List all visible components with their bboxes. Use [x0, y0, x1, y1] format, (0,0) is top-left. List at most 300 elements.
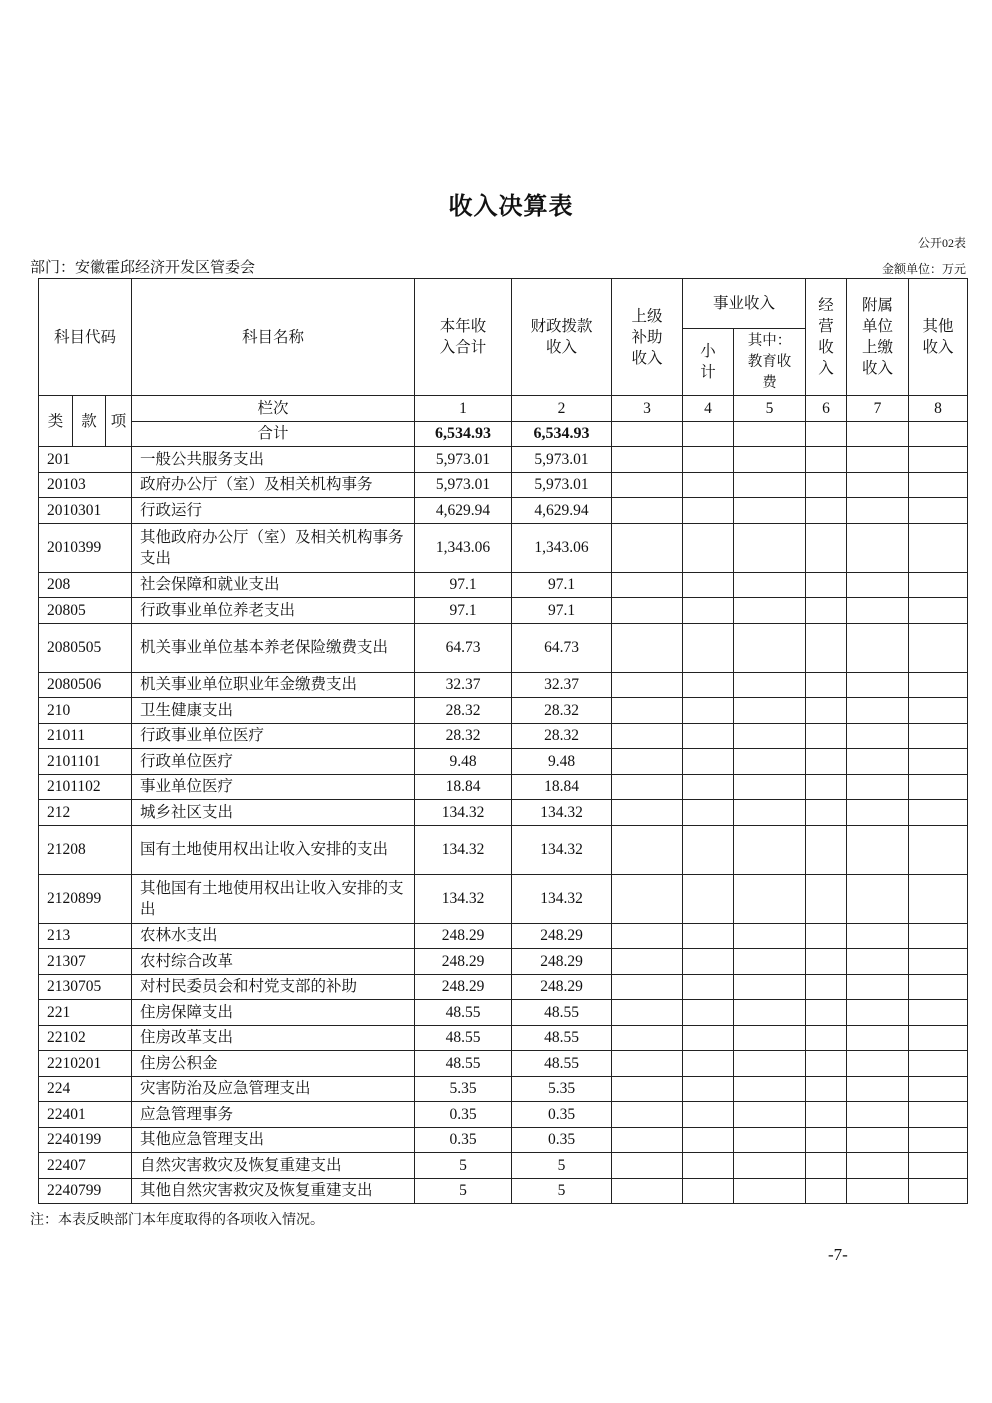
col-num: 4 — [683, 396, 734, 422]
row-col8 — [909, 974, 968, 1000]
row-col2: 248.29 — [512, 923, 612, 949]
row-col5 — [734, 447, 806, 473]
row-col5 — [734, 698, 806, 724]
table-row — [39, 1153, 968, 1179]
row-col4 — [683, 523, 734, 572]
row-col6 — [806, 498, 847, 524]
footnote: 注：本表反映部门本年度取得的各项收入情况。 — [30, 1213, 324, 1228]
row-col7 — [847, 1102, 909, 1128]
row-col3 — [612, 800, 683, 826]
table-row — [39, 723, 968, 749]
row-col2: 97.1 — [512, 598, 612, 624]
row-name: 卫生健康支出 — [132, 698, 415, 724]
row-col2: 5,973.01 — [512, 447, 612, 473]
header-lei: 类 — [39, 396, 73, 447]
row-col5 — [734, 723, 806, 749]
row-col6 — [806, 672, 847, 698]
row-col7 — [847, 498, 909, 524]
row-col2: 9.48 — [512, 749, 612, 775]
table-row — [39, 1051, 968, 1077]
row-col5 — [734, 523, 806, 572]
row-col8 — [909, 1000, 968, 1026]
row-code: 2130705 — [39, 974, 132, 1000]
row-col5 — [734, 800, 806, 826]
table-row — [39, 523, 968, 572]
row-col6 — [806, 923, 847, 949]
row-col4 — [683, 598, 734, 624]
row-code: 22407 — [39, 1153, 132, 1179]
table-row — [39, 800, 968, 826]
row-col7 — [847, 1025, 909, 1051]
row-name: 农村综合改革 — [132, 949, 415, 975]
table-row — [39, 1025, 968, 1051]
row-code: 210 — [39, 698, 132, 724]
row-name: 行政单位医疗 — [132, 749, 415, 775]
row-col2: 0.35 — [512, 1127, 612, 1153]
row-col6 — [806, 1178, 847, 1204]
row-code: 20103 — [39, 472, 132, 498]
row-col1: 134.32 — [415, 825, 512, 874]
header-col8: 其他收入 — [909, 279, 968, 396]
row-col3 — [612, 1051, 683, 1077]
row-col3 — [612, 923, 683, 949]
row-col2: 48.55 — [512, 1000, 612, 1026]
total-label: 合计 — [132, 421, 415, 447]
row-col4 — [683, 447, 734, 473]
row-name: 政府办公厅（室）及相关机构事务 — [132, 472, 415, 498]
row-col5 — [734, 472, 806, 498]
row-col8 — [909, 1178, 968, 1204]
row-col1: 4,629.94 — [415, 498, 512, 524]
row-col4 — [683, 949, 734, 975]
row-col3 — [612, 447, 683, 473]
row-code: 2101101 — [39, 749, 132, 775]
row-code: 2080505 — [39, 623, 132, 672]
row-col8 — [909, 1076, 968, 1102]
row-col4 — [683, 472, 734, 498]
row-col1: 64.73 — [415, 623, 512, 672]
row-col5 — [734, 923, 806, 949]
table-row — [39, 974, 968, 1000]
row-col5 — [734, 974, 806, 1000]
row-col2: 28.32 — [512, 698, 612, 724]
row-col7 — [847, 1076, 909, 1102]
row-code: 22102 — [39, 1025, 132, 1051]
table-row — [39, 1127, 968, 1153]
row-col3 — [612, 874, 683, 923]
row-col2: 5 — [512, 1153, 612, 1179]
row-col1: 48.55 — [415, 1000, 512, 1026]
table-row — [39, 1178, 968, 1204]
row-col5 — [734, 498, 806, 524]
row-col5 — [734, 874, 806, 923]
header-lanci: 栏次 — [132, 396, 415, 422]
header-col4: 小计 — [683, 329, 734, 396]
row-name: 住房公积金 — [132, 1051, 415, 1077]
row-col1: 248.29 — [415, 974, 512, 1000]
table-row — [39, 498, 968, 524]
row-code: 224 — [39, 1076, 132, 1102]
row-col4 — [683, 1153, 734, 1179]
row-col1: 248.29 — [415, 949, 512, 975]
row-name: 其他政府办公厅（室）及相关机构事务支出 — [132, 523, 415, 572]
row-col2: 5,973.01 — [512, 472, 612, 498]
row-col2: 134.32 — [512, 825, 612, 874]
row-col4 — [683, 698, 734, 724]
row-col2: 134.32 — [512, 874, 612, 923]
row-col5 — [734, 825, 806, 874]
row-col5 — [734, 572, 806, 598]
row-col8 — [909, 1051, 968, 1077]
row-col6 — [806, 1000, 847, 1026]
row-col2: 28.32 — [512, 723, 612, 749]
row-col8 — [909, 874, 968, 923]
row-col8 — [909, 698, 968, 724]
row-col5 — [734, 1000, 806, 1026]
row-code: 2240199 — [39, 1127, 132, 1153]
table-row — [39, 598, 968, 624]
row-col8 — [909, 1153, 968, 1179]
row-col1: 5 — [415, 1178, 512, 1204]
row-code: 22401 — [39, 1102, 132, 1128]
row-col1: 134.32 — [415, 800, 512, 826]
row-col5 — [734, 749, 806, 775]
row-col3 — [612, 1000, 683, 1026]
row-col8 — [909, 923, 968, 949]
row-col5 — [734, 623, 806, 672]
row-col1: 5 — [415, 1153, 512, 1179]
row-col1: 32.37 — [415, 672, 512, 698]
row-name: 行政事业单位医疗 — [132, 723, 415, 749]
row-col2: 248.29 — [512, 974, 612, 1000]
row-col5 — [734, 1178, 806, 1204]
row-col2: 5 — [512, 1178, 612, 1204]
table-row — [39, 949, 968, 975]
row-col3 — [612, 1076, 683, 1102]
row-col3 — [612, 598, 683, 624]
row-col7 — [847, 1153, 909, 1179]
row-col1: 1,343.06 — [415, 523, 512, 572]
row-col4 — [683, 1051, 734, 1077]
row-col5 — [734, 949, 806, 975]
row-name: 自然灾害救灾及恢复重建支出 — [132, 1153, 415, 1179]
row-col1: 248.29 — [415, 923, 512, 949]
row-col4 — [683, 825, 734, 874]
row-col4 — [683, 1000, 734, 1026]
row-col3 — [612, 498, 683, 524]
row-col7 — [847, 923, 909, 949]
row-col8 — [909, 1025, 968, 1051]
row-name: 事业单位医疗 — [132, 774, 415, 800]
row-col7 — [847, 723, 909, 749]
row-col8 — [909, 723, 968, 749]
row-col3 — [612, 672, 683, 698]
row-col7 — [847, 598, 909, 624]
row-col4 — [683, 800, 734, 826]
row-col6 — [806, 874, 847, 923]
row-col3 — [612, 523, 683, 572]
table-row — [39, 749, 968, 775]
row-col6 — [806, 774, 847, 800]
page-title: 收入决算表 — [448, 194, 574, 220]
row-col8 — [909, 598, 968, 624]
row-name: 其他国有土地使用权出让收入安排的支出 — [132, 874, 415, 923]
table-row — [39, 572, 968, 598]
row-code: 212 — [39, 800, 132, 826]
row-code: 2010301 — [39, 498, 132, 524]
row-col4 — [683, 1076, 734, 1102]
row-name: 社会保障和就业支出 — [132, 572, 415, 598]
row-col2: 1,343.06 — [512, 523, 612, 572]
row-col8 — [909, 472, 968, 498]
row-col2: 5.35 — [512, 1076, 612, 1102]
col-num: 5 — [734, 396, 806, 422]
row-col6 — [806, 800, 847, 826]
total-col1: 6,534.93 — [415, 421, 512, 447]
row-col3 — [612, 1178, 683, 1204]
row-col6 — [806, 523, 847, 572]
row-name: 国有土地使用权出让收入安排的支出 — [132, 825, 415, 874]
row-col3 — [612, 1025, 683, 1051]
row-col4 — [683, 1127, 734, 1153]
row-col4 — [683, 672, 734, 698]
row-col1: 134.32 — [415, 874, 512, 923]
row-col7 — [847, 974, 909, 1000]
row-col1: 0.35 — [415, 1102, 512, 1128]
form-number: 公开02表 — [917, 236, 966, 250]
row-col1: 28.32 — [415, 723, 512, 749]
row-col7 — [847, 749, 909, 775]
row-col7 — [847, 949, 909, 975]
row-col4 — [683, 974, 734, 1000]
row-code: 2120899 — [39, 874, 132, 923]
col-num: 1 — [415, 396, 512, 422]
row-col4 — [683, 774, 734, 800]
row-col7 — [847, 825, 909, 874]
row-col6 — [806, 623, 847, 672]
row-col1: 5,973.01 — [415, 447, 512, 473]
row-col7 — [847, 1051, 909, 1077]
row-col1: 18.84 — [415, 774, 512, 800]
row-col7 — [847, 623, 909, 672]
row-col6 — [806, 572, 847, 598]
row-col4 — [683, 498, 734, 524]
row-name: 一般公共服务支出 — [132, 447, 415, 473]
row-name: 农林水支出 — [132, 923, 415, 949]
row-col4 — [683, 572, 734, 598]
table-row — [39, 672, 968, 698]
row-col4 — [683, 1178, 734, 1204]
row-col2: 48.55 — [512, 1025, 612, 1051]
row-code: 2240799 — [39, 1178, 132, 1204]
row-code: 21011 — [39, 723, 132, 749]
row-code: 221 — [39, 1000, 132, 1026]
row-col4 — [683, 1102, 734, 1128]
row-col2: 48.55 — [512, 1051, 612, 1077]
row-col7 — [847, 1178, 909, 1204]
row-col3 — [612, 723, 683, 749]
row-col3 — [612, 1102, 683, 1128]
row-col6 — [806, 723, 847, 749]
row-col7 — [847, 1127, 909, 1153]
row-col7 — [847, 874, 909, 923]
table-row — [39, 698, 968, 724]
header-code: 科目代码 — [39, 279, 132, 396]
row-col5 — [734, 598, 806, 624]
row-col5 — [734, 1153, 806, 1179]
row-col3 — [612, 749, 683, 775]
row-col6 — [806, 1102, 847, 1128]
table-row — [39, 623, 968, 672]
row-code: 21208 — [39, 825, 132, 874]
row-col6 — [806, 1153, 847, 1179]
row-col2: 0.35 — [512, 1102, 612, 1128]
row-col3 — [612, 572, 683, 598]
row-col1: 48.55 — [415, 1051, 512, 1077]
row-col1: 5.35 — [415, 1076, 512, 1102]
row-col2: 64.73 — [512, 623, 612, 672]
amount-unit: 金额单位：万元 — [881, 262, 966, 276]
row-col4 — [683, 874, 734, 923]
row-col6 — [806, 949, 847, 975]
row-col2: 32.37 — [512, 672, 612, 698]
row-col8 — [909, 623, 968, 672]
row-col7 — [847, 672, 909, 698]
row-col1: 0.35 — [415, 1127, 512, 1153]
header-col2: 财政拨款收入 — [512, 279, 612, 396]
row-name: 其他应急管理支出 — [132, 1127, 415, 1153]
row-name: 应急管理事务 — [132, 1102, 415, 1128]
row-col4 — [683, 923, 734, 949]
row-col6 — [806, 598, 847, 624]
header-shiye: 事业收入 — [683, 279, 806, 329]
table-row — [39, 774, 968, 800]
row-col1: 9.48 — [415, 749, 512, 775]
row-code: 201 — [39, 447, 132, 473]
row-name: 机关事业单位基本养老保险缴费支出 — [132, 623, 415, 672]
row-col1: 48.55 — [415, 1025, 512, 1051]
row-name: 住房改革支出 — [132, 1025, 415, 1051]
row-col6 — [806, 1076, 847, 1102]
row-col1: 97.1 — [415, 572, 512, 598]
row-col6 — [806, 1051, 847, 1077]
col-num: 2 — [512, 396, 612, 422]
table-row — [39, 472, 968, 498]
row-col8 — [909, 672, 968, 698]
header-col1: 本年收入合计 — [415, 279, 512, 396]
row-col8 — [909, 774, 968, 800]
row-code: 208 — [39, 572, 132, 598]
header-col5: 其中：教育收费 — [734, 329, 806, 396]
header-col6: 经营收入 — [806, 279, 847, 396]
row-code: 2010399 — [39, 523, 132, 572]
row-col3 — [612, 698, 683, 724]
row-col3 — [612, 1153, 683, 1179]
row-col1: 28.32 — [415, 698, 512, 724]
row-code: 21307 — [39, 949, 132, 975]
row-col2: 4,629.94 — [512, 498, 612, 524]
row-col6 — [806, 447, 847, 473]
row-code: 2080506 — [39, 672, 132, 698]
income-table — [38, 278, 968, 1204]
row-col3 — [612, 949, 683, 975]
row-name: 行政运行 — [132, 498, 415, 524]
row-col3 — [612, 472, 683, 498]
table-row — [39, 825, 968, 874]
row-col8 — [909, 825, 968, 874]
row-name: 对村民委员会和村党支部的补助 — [132, 974, 415, 1000]
row-col2: 18.84 — [512, 774, 612, 800]
total-col2: 6,534.93 — [512, 421, 612, 447]
row-col5 — [734, 774, 806, 800]
row-col3 — [612, 1127, 683, 1153]
table-row — [39, 1000, 968, 1026]
row-col7 — [847, 523, 909, 572]
row-col2: 134.32 — [512, 800, 612, 826]
row-col5 — [734, 1076, 806, 1102]
row-name: 城乡社区支出 — [132, 800, 415, 826]
row-col5 — [734, 672, 806, 698]
col-num: 8 — [909, 396, 968, 422]
row-col3 — [612, 974, 683, 1000]
row-col7 — [847, 774, 909, 800]
col-num: 6 — [806, 396, 847, 422]
row-col8 — [909, 447, 968, 473]
row-col7 — [847, 447, 909, 473]
table-row — [39, 1102, 968, 1128]
row-col6 — [806, 825, 847, 874]
row-col4 — [683, 623, 734, 672]
row-col4 — [683, 749, 734, 775]
row-col5 — [734, 1025, 806, 1051]
row-code: 2210201 — [39, 1051, 132, 1077]
table-row — [39, 923, 968, 949]
row-col8 — [909, 1102, 968, 1128]
row-col3 — [612, 774, 683, 800]
row-col2: 97.1 — [512, 572, 612, 598]
header-col3: 上级补助收入 — [612, 279, 683, 396]
row-col7 — [847, 472, 909, 498]
table-row — [39, 874, 968, 923]
row-col6 — [806, 749, 847, 775]
row-col1: 5,973.01 — [415, 472, 512, 498]
row-col7 — [847, 800, 909, 826]
row-col5 — [734, 1051, 806, 1077]
col-num: 7 — [847, 396, 909, 422]
row-name: 住房保障支出 — [132, 1000, 415, 1026]
row-name: 机关事业单位职业年金缴费支出 — [132, 672, 415, 698]
row-col8 — [909, 572, 968, 598]
total-row — [39, 421, 968, 447]
row-col6 — [806, 974, 847, 1000]
row-col6 — [806, 1127, 847, 1153]
col-num: 3 — [612, 396, 683, 422]
row-col8 — [909, 498, 968, 524]
page-number: -7- — [828, 1245, 848, 1264]
header-name: 科目名称 — [132, 279, 415, 396]
row-col7 — [847, 698, 909, 724]
row-col5 — [734, 1127, 806, 1153]
row-name: 灾害防治及应急管理支出 — [132, 1076, 415, 1102]
row-col2: 248.29 — [512, 949, 612, 975]
row-code: 213 — [39, 923, 132, 949]
row-code: 20805 — [39, 598, 132, 624]
row-name: 其他自然灾害救灾及恢复重建支出 — [132, 1178, 415, 1204]
table-row — [39, 447, 968, 473]
row-code: 2101102 — [39, 774, 132, 800]
row-col8 — [909, 749, 968, 775]
row-name: 行政事业单位养老支出 — [132, 598, 415, 624]
